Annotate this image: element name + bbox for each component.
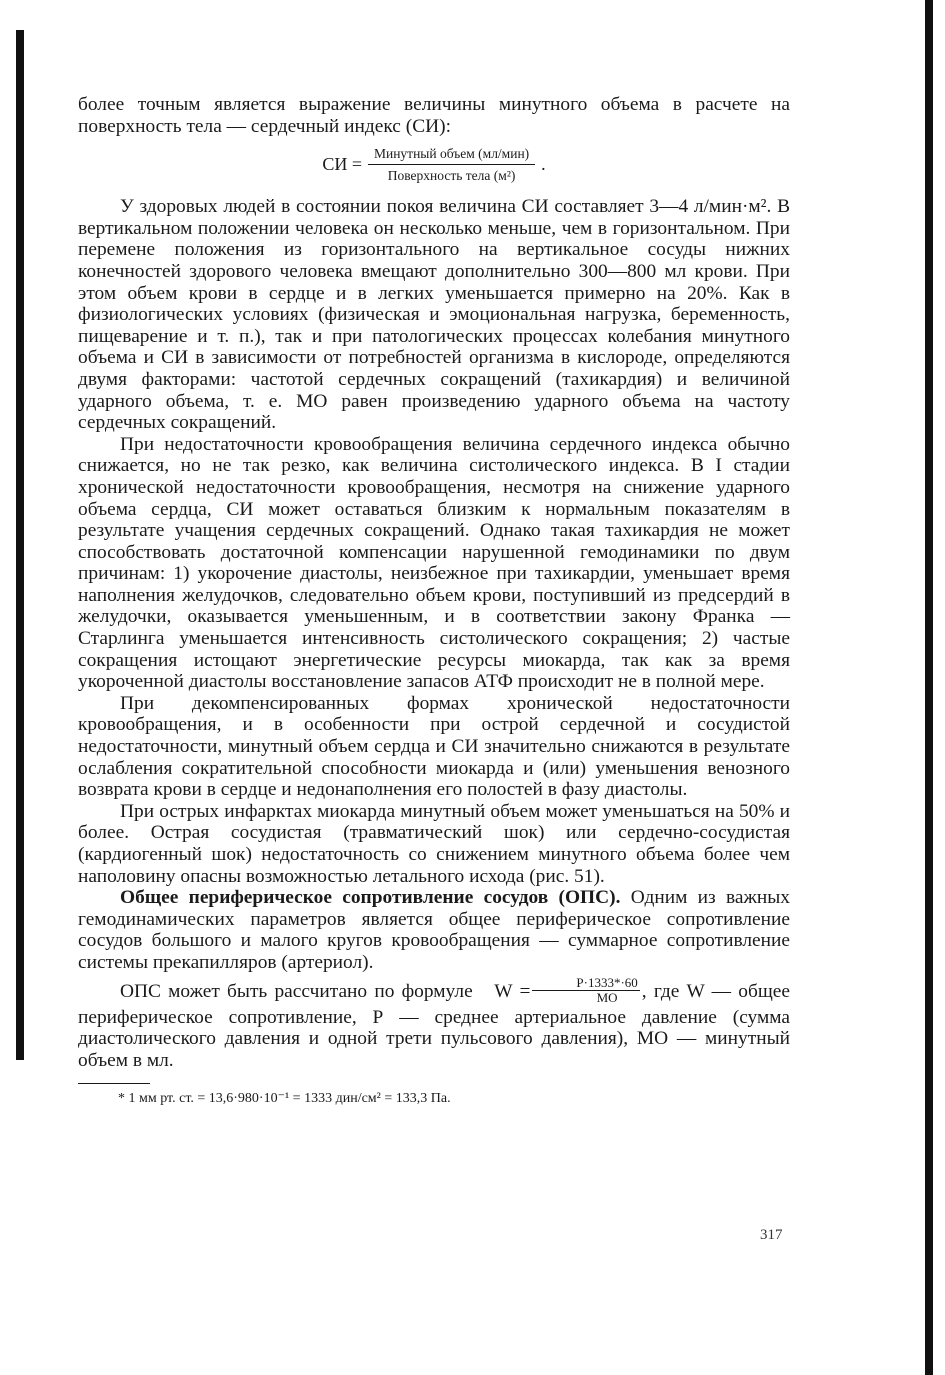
formula-w-lhs: W = [494, 980, 531, 1002]
ops-heading: Общее периферическое сопротивление сосудов (ОПС). [120, 887, 621, 909]
paragraph-decompensated: При декомпенсированных формах хронической недостаточности кровообращения, и в особенности при острой сердечной и сосудистой недостаточности, минутный объем сердца и СИ значительно снижаются в результате ослабления сократительной способности миокарда и (или) уменьшения венозного возврата крови в сердце и недонаполнения его полостей в фазу диастолы. [78, 692, 790, 801]
formula-w-denominator: MO [596, 989, 618, 1005]
formula-numerator: Минутный объем (мл/мин) [368, 145, 535, 165]
formula-fraction [368, 145, 535, 185]
paragraph-intro: более точным является выражение величины минутного объема в расчете на поверхность тела — сердечный индекс (СИ): [78, 94, 790, 137]
footnote: * 1 мм рт. ст. = 13,6·980·10⁻¹ = 1333 дин/см² = 133,3 Па. [118, 1091, 451, 1107]
paragraph-infarction: При острых инфарктах миокарда минутный объем может уменьшаться на 50% и более. Острая сосудистая (травматический шок) или сердечно-сосудистая (кардиогенный шок) недостаточность со снижением минутного объема более чем наполовину опасны возможностью летального исхода (рис. 51). [78, 800, 790, 887]
page-number: 317 [760, 1227, 783, 1243]
formula-cardiac-index [78, 140, 790, 190]
paragraph-ops [78, 887, 790, 973]
page-body [78, 94, 790, 1108]
ops-formula-intro: ОПС может быть рассчитано по формуле [120, 980, 473, 1002]
scan-edge-left [16, 30, 24, 1060]
paragraph-ops-formula [78, 974, 790, 1072]
formula-w-numerator: P·1333*·60 [532, 976, 639, 991]
paragraph-insufficiency: При недостаточности кровообращения величина сердечного индекса обычно снижается, но не так резко, как величина систолического индекса. В I стадии хронической недостаточности кровообращения, несмотря на снижение ударного объема сердца, СИ может оставаться близким к нормальным показателям в результате учащения сердечных сокращений. Однако такая тахикардия не может способствовать достаточной компенсации нарушенной гемодинамики по двум причинам: 1) укорочение диастолы, неизбежное при тахикардии, уменьшает время наполнения желудочков, следовательно объем крови, поступивший из предсердий в желудочки, оказывается уменьшенным, и в соответствии закону Франка — Старлинга уменьшается интенсивность систолического сокращения; 2) частые сокращения истощают энергетические ресурсы миокарда, так как за время укороченной диастолы восстановление запасов АТФ происходит не в полной мере. [78, 433, 790, 693]
scan-edge-right [925, 0, 933, 1375]
formula-denominator: Поверхность тела (м²) [387, 168, 516, 184]
paragraph-healthy: У здоровых людей в состоянии покоя величина СИ составляет 3—4 л/мин·м². В вертикальном положении человека он несколько меньше, чем в горизонтальном. При перемене положения из горизонтального на вертикальное сосуды нижних конечностей здорового человека вмещают дополнительно 300—800 мл крови. При этом объем крови в сердце и в легких уменьшается примерно на 20%. Как в физиологических условиях (физическая и эмоциональная нагрузка, беременность, пищеварение и т. п.), так и при патологических процессах колебания минутного объема и СИ в зависимости от потребностей организма в кислороде, определяются двумя факторами: частотой сердечных сокращений (тахикардия) и величиной ударного объема, т. е. МО равен произведению ударного объема на частоту сердечных сокращений. [78, 196, 790, 434]
footnote-divider [78, 1083, 150, 1084]
ops-text: Одним из важных гемодинамических параметров является общее периферическое сопротивление сосудов большого и малого кругов кровообращения — суммарное сопротивление системы прекапилляров (артериол). [78, 887, 790, 973]
formula-w-fraction [532, 976, 639, 1005]
formula-tail: . [541, 154, 546, 175]
ops-formula-explanation: , где W — общее периферическое сопротивление, Р — среднее артериальное давление (сумма диастолического давления и одной трети пульсового давления), МО — минутный объем в мл. [78, 980, 790, 1071]
formula-lhs: СИ = [322, 154, 362, 175]
